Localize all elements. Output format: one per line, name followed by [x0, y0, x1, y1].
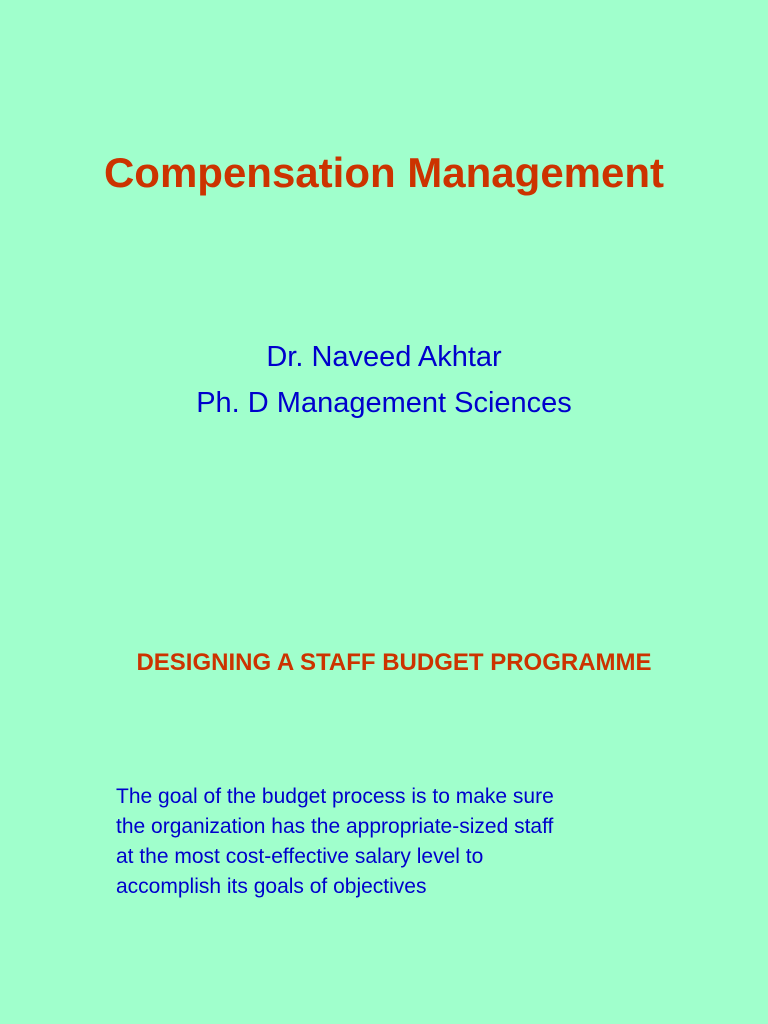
- body-line: accomplish its goals of objectives: [116, 875, 427, 898]
- author-name: Dr. Naveed Akhtar: [266, 341, 502, 373]
- body-line: The goal of the budget process is to make sure: [116, 785, 554, 808]
- body-paragraph: [116, 782, 716, 902]
- body-line: at the most cost-effective salary level to: [116, 845, 484, 868]
- author-credential: Ph. D Management Sciences: [196, 387, 572, 419]
- author-block: [0, 334, 768, 426]
- slide-title: Compensation Management: [103, 149, 665, 196]
- section-heading: DESIGNING A STAFF BUDGET PROGRAMME: [136, 649, 652, 676]
- body-line: the organization has the appropriate-sized staff: [116, 815, 554, 838]
